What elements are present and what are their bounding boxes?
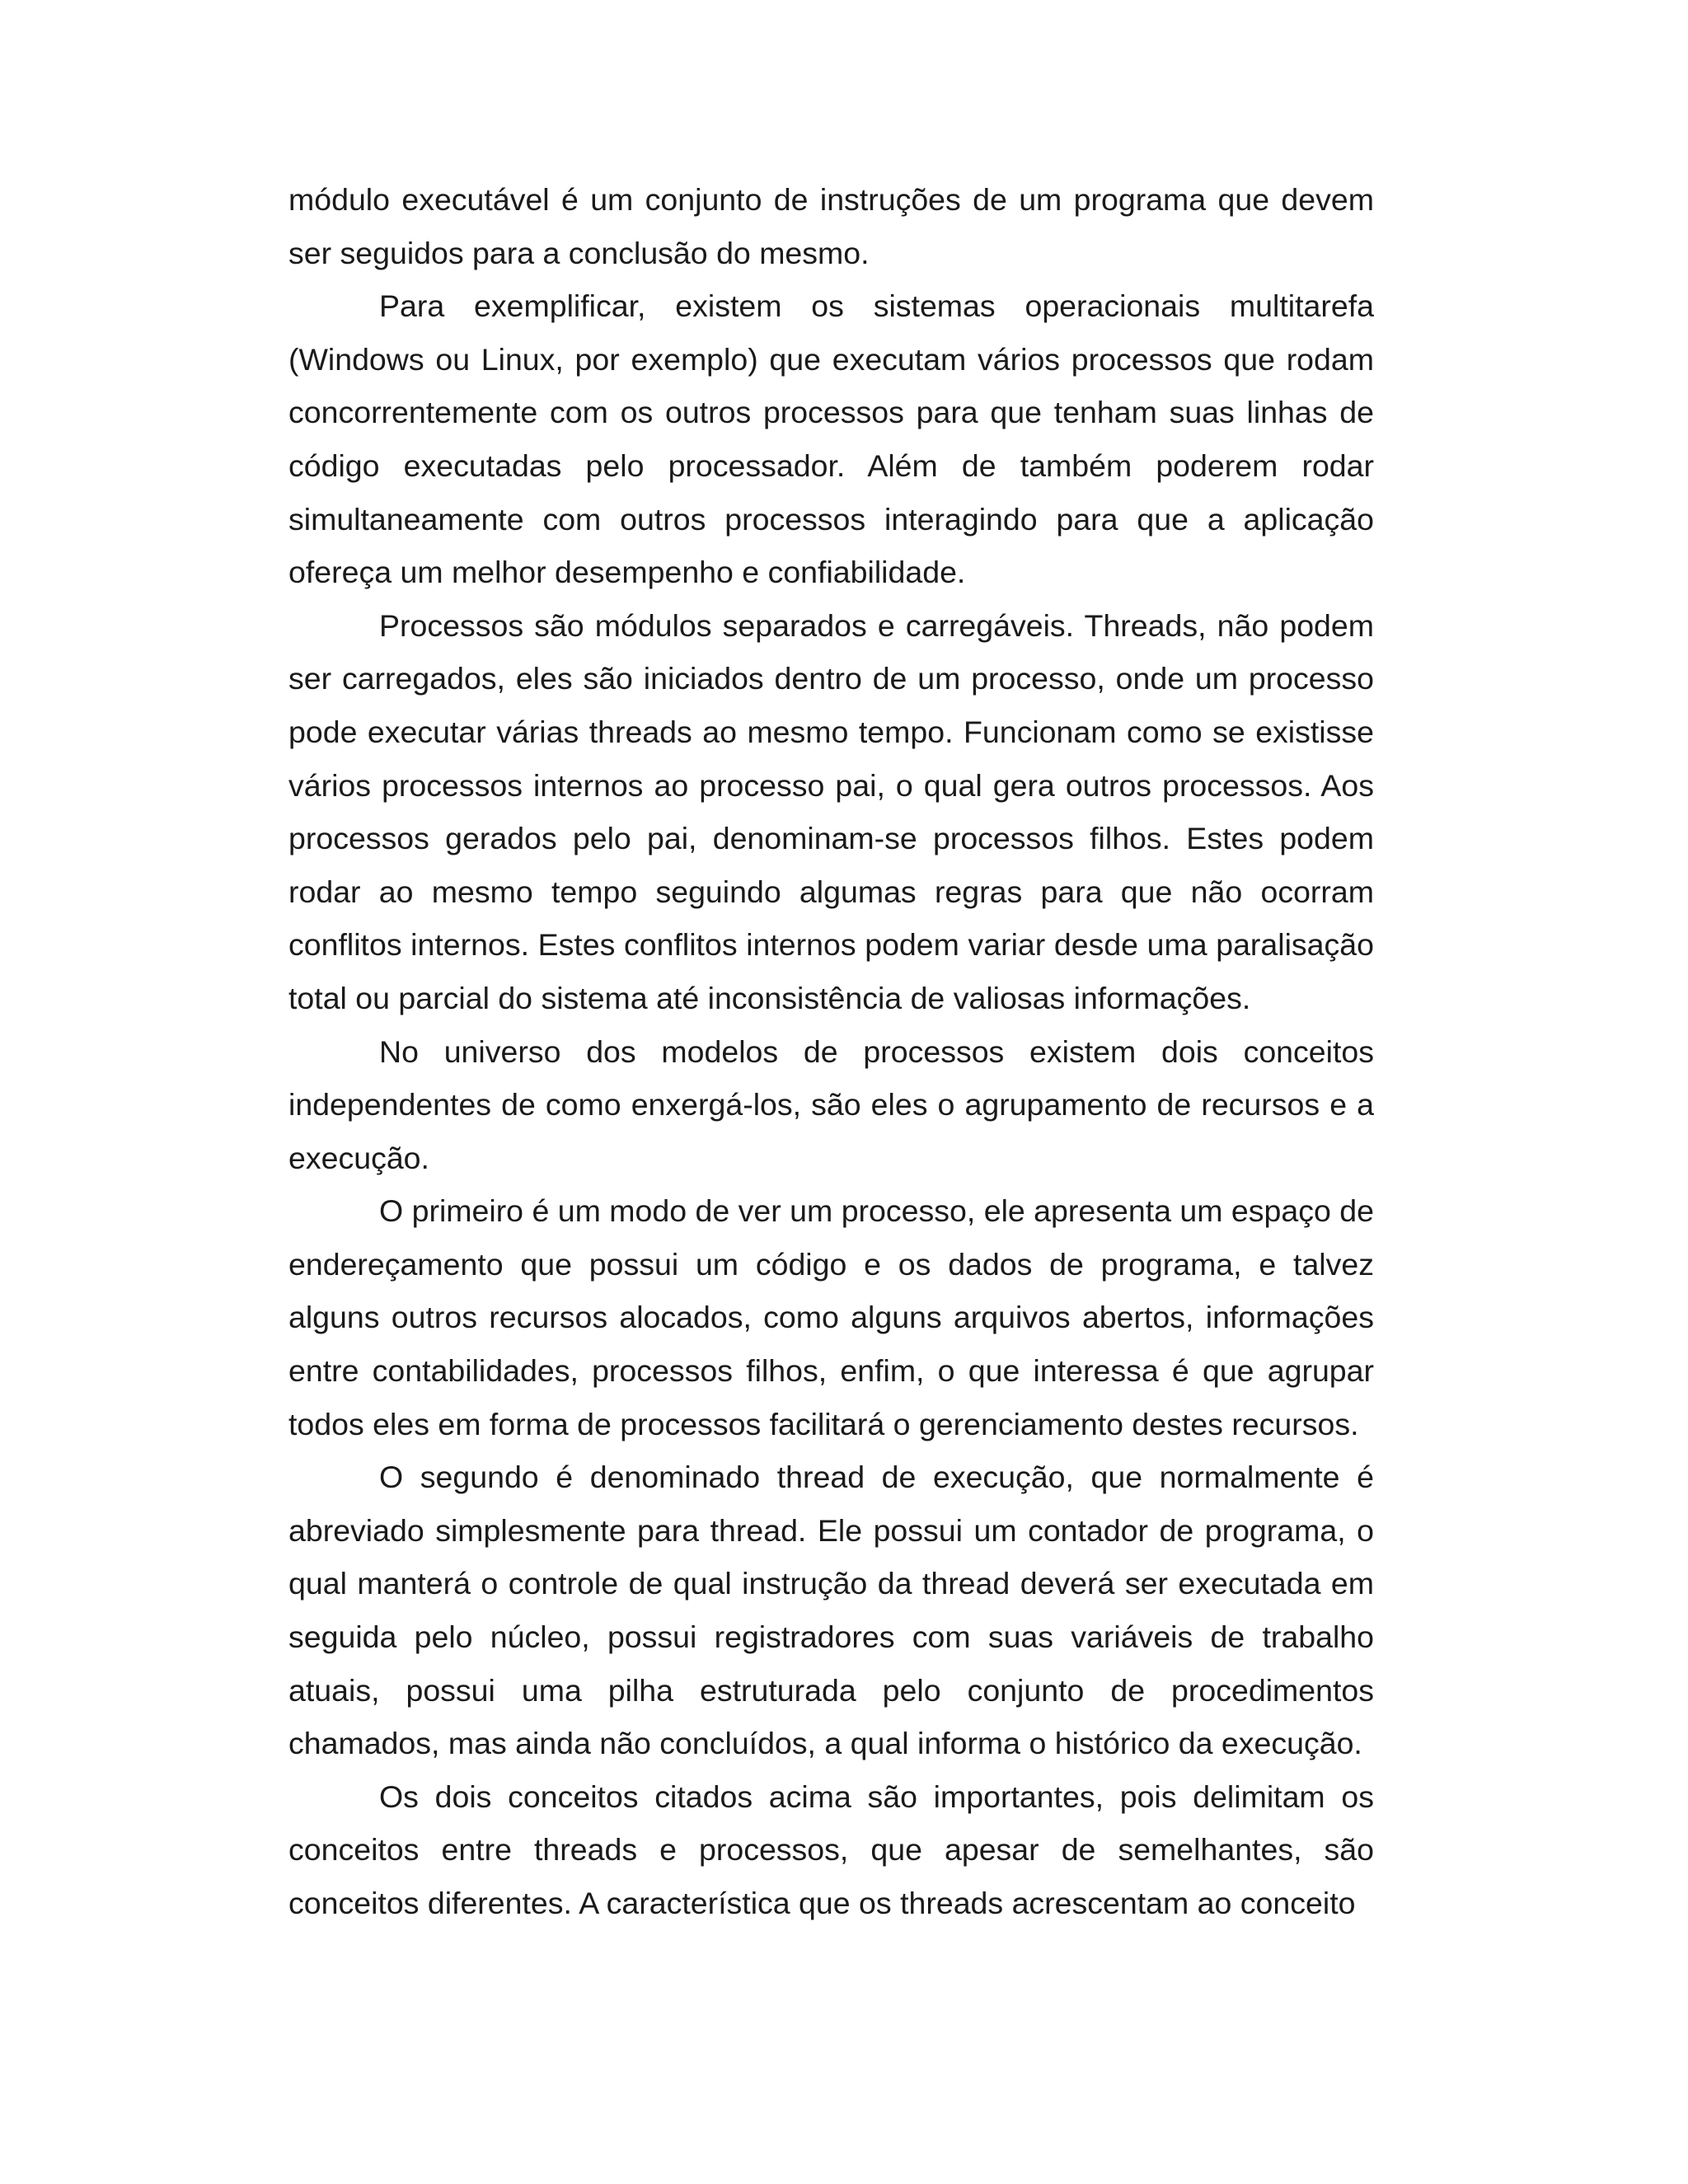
paragraph-1: módulo executável é um conjunto de instruções de um programa que devem ser seguidos para a conclusão do mesmo.: [288, 182, 1374, 270]
paragraph-7: Os dois conceitos citados acima são importantes, pois delimitam os conceitos entre threads e processos, que apesar de semelhantes, são conceitos diferentes. A característica que os threads acrescentam ao conceito: [288, 1779, 1374, 1920]
paragraph-5: O primeiro é um modo de ver um processo, ele apresenta um espaço de endereçamento que possui um código e os dados de programa, e talvez alguns outros recursos alocados, como alguns arquivos abertos, informações entre contabilidades, processos filhos, enfim, o que interessa é que agrupar todos eles em forma de processos facilitará o gerenciamento destes recursos.: [288, 1193, 1374, 1441]
paragraph-6: O segundo é denominado thread de execução, que normalmente é abreviado simplesmente para thread. Ele possui um contador de programa, o qual manterá o controle de qual instrução da thread deverá ser executada em seguida pelo núcleo, possui registradores com suas variáveis de trabalho atuais, possui uma pilha estruturada pelo conjunto de procedimentos chamados, mas ainda não concluídos, a qual informa o histórico da execução.: [288, 1460, 1374, 1761]
paragraph-2: Para exemplificar, existem os sistemas operacionais multitarefa (Windows ou Linux, por exemplo) que executam vários processos que rodam concorrentemente com os outros processos para que tenham suas linhas de código executadas pelo processador. Além de também poderem rodar simultaneamente com outros processos interagindo para que a aplicação ofereça um melhor desempenho e confiabilidade.: [288, 288, 1374, 590]
paragraph-3: Processos são módulos separados e carregáveis. Threads, não podem ser carregados, eles são iniciados dentro de um processo, onde um processo pode executar várias threads ao mesmo tempo. Funcionam como se existisse vários processos internos ao processo pai, o qual gera outros processos. Aos processos gerados pelo pai, denominam-se processos filhos. Estes podem rodar ao mesmo tempo seguindo algumas regras para que não ocorram conflitos internos. Estes conflitos internos podem variar desde uma paralisação total ou parcial do sistema até inconsistência de valiosas informações.: [288, 607, 1374, 1015]
body-text: [288, 173, 1374, 1930]
paragraph-4: No universo dos modelos de processos existem dois conceitos independentes de como enxergá-los, são eles o agrupamento de recursos e a execução.: [288, 1033, 1374, 1175]
